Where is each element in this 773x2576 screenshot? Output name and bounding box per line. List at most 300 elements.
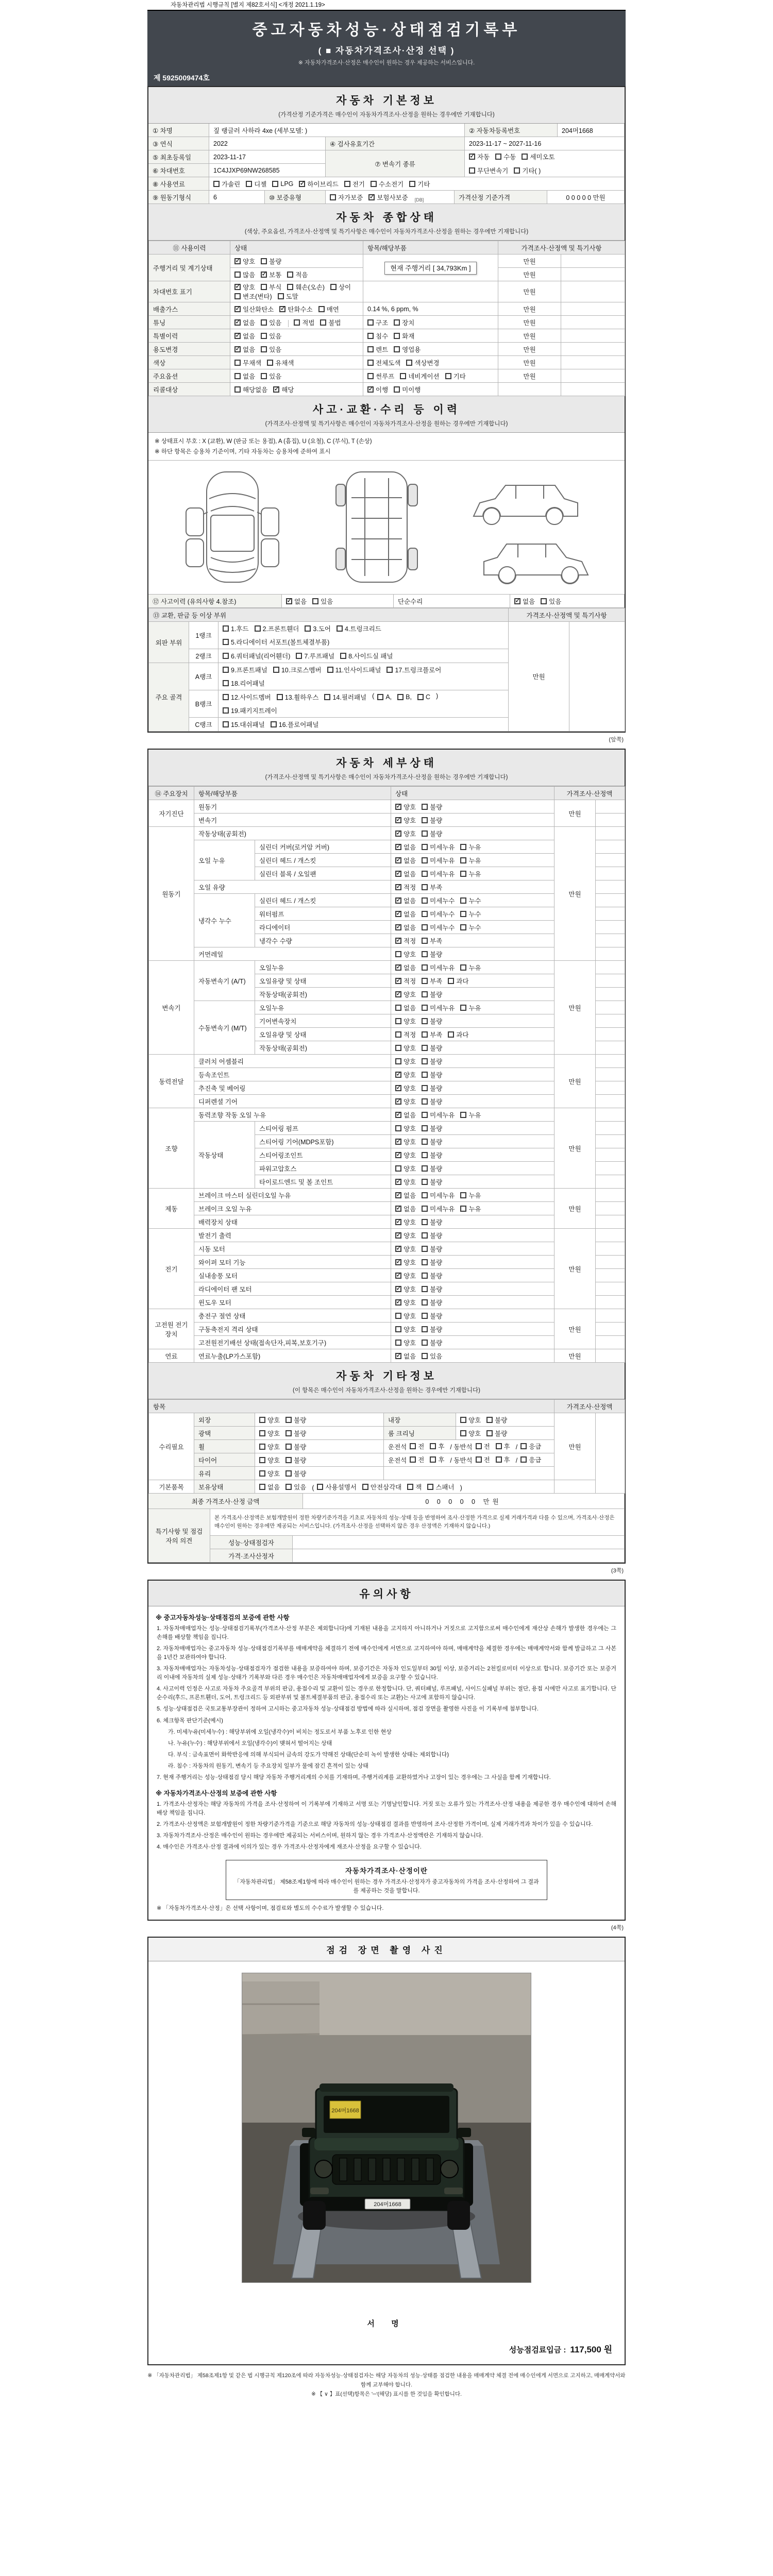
checkbox-option[interactable]	[344, 179, 365, 189]
unchecked-checkbox-icon[interactable]	[397, 694, 404, 700]
unchecked-checkbox-icon[interactable]	[223, 639, 229, 645]
unchecked-checkbox-icon[interactable]	[371, 181, 377, 187]
checked-checkbox-icon[interactable]	[234, 346, 241, 352]
checkbox-option[interactable]	[395, 829, 416, 838]
checkbox-option[interactable]	[294, 318, 314, 327]
checkbox-option[interactable]	[430, 1442, 444, 1451]
unchecked-checkbox-icon[interactable]	[460, 897, 466, 904]
unchecked-checkbox-icon[interactable]	[422, 1058, 428, 1064]
checked-checkbox-icon[interactable]	[368, 194, 375, 200]
checkbox-option[interactable]	[223, 651, 290, 660]
checkbox-option[interactable]	[422, 1244, 442, 1253]
checked-checkbox-icon[interactable]	[395, 1206, 401, 1212]
unchecked-checkbox-icon[interactable]	[422, 1125, 428, 1131]
unchecked-checkbox-icon[interactable]	[394, 386, 400, 393]
unchecked-checkbox-icon[interactable]	[422, 1085, 428, 1091]
checkbox-option[interactable]	[234, 358, 261, 367]
checkbox-option[interactable]	[430, 1455, 444, 1464]
checkbox-option[interactable]	[395, 1244, 416, 1253]
unchecked-checkbox-icon[interactable]	[422, 924, 428, 930]
checkbox-option[interactable]	[395, 909, 416, 919]
checkbox-option[interactable]	[422, 1325, 442, 1334]
unchecked-checkbox-icon[interactable]	[367, 346, 374, 352]
unchecked-checkbox-icon[interactable]	[395, 1058, 401, 1064]
checked-checkbox-icon[interactable]	[395, 978, 401, 984]
checkbox-option[interactable]	[460, 923, 481, 932]
checked-checkbox-icon[interactable]	[395, 964, 401, 971]
unchecked-checkbox-icon[interactable]	[278, 293, 284, 299]
checked-checkbox-icon[interactable]	[395, 1273, 401, 1279]
checkbox-option[interactable]	[377, 692, 392, 702]
unchecked-checkbox-icon[interactable]	[294, 319, 300, 326]
unchecked-checkbox-icon[interactable]	[422, 871, 428, 877]
unchecked-checkbox-icon[interactable]	[395, 1125, 401, 1131]
checkbox-option[interactable]	[367, 371, 394, 381]
checked-checkbox-icon[interactable]	[395, 871, 401, 877]
checkbox-option[interactable]	[422, 896, 455, 905]
unchecked-checkbox-icon[interactable]	[422, 844, 428, 850]
unchecked-checkbox-icon[interactable]	[394, 333, 400, 339]
checked-checkbox-icon[interactable]	[395, 924, 401, 930]
checkbox-option[interactable]	[520, 1455, 541, 1464]
checkbox-option[interactable]	[261, 345, 281, 354]
unchecked-checkbox-icon[interactable]	[409, 181, 415, 187]
checkbox-option[interactable]	[223, 720, 265, 729]
checked-checkbox-icon[interactable]	[395, 844, 401, 850]
unchecked-checkbox-icon[interactable]	[460, 1206, 466, 1212]
checkbox-option[interactable]	[395, 950, 416, 959]
checked-checkbox-icon[interactable]	[261, 272, 267, 278]
checkbox-option[interactable]	[367, 318, 388, 327]
unchecked-checkbox-icon[interactable]	[410, 1456, 416, 1463]
unchecked-checkbox-icon[interactable]	[261, 373, 267, 379]
checked-checkbox-icon[interactable]	[514, 598, 520, 604]
checkbox-option[interactable]	[395, 1097, 416, 1106]
checkbox-option[interactable]	[296, 651, 334, 660]
checked-checkbox-icon[interactable]	[395, 1152, 401, 1158]
checked-checkbox-icon[interactable]	[395, 831, 401, 837]
checkbox-option[interactable]	[234, 270, 255, 279]
unchecked-checkbox-icon[interactable]	[422, 938, 428, 944]
unchecked-checkbox-icon[interactable]	[422, 978, 428, 984]
unchecked-checkbox-icon[interactable]	[422, 1018, 428, 1024]
unchecked-checkbox-icon[interactable]	[234, 293, 241, 299]
checkbox-option[interactable]	[395, 1284, 416, 1294]
checkbox-option[interactable]	[422, 1150, 442, 1160]
unchecked-checkbox-icon[interactable]	[337, 625, 343, 632]
checkbox-option[interactable]	[285, 1455, 306, 1465]
unchecked-checkbox-icon[interactable]	[422, 857, 428, 863]
unchecked-checkbox-icon[interactable]	[318, 306, 325, 312]
checkbox-option[interactable]	[460, 1415, 481, 1425]
checkbox-option[interactable]	[422, 1231, 442, 1240]
unchecked-checkbox-icon[interactable]	[259, 1444, 265, 1450]
checkbox-option[interactable]	[395, 976, 416, 986]
unchecked-checkbox-icon[interactable]	[400, 373, 406, 379]
checkbox-option[interactable]	[234, 304, 274, 314]
checkbox-option[interactable]	[422, 1284, 442, 1294]
checkbox-option[interactable]	[422, 1298, 442, 1307]
unchecked-checkbox-icon[interactable]	[427, 1484, 433, 1490]
checkbox-option[interactable]	[223, 692, 271, 702]
unchecked-checkbox-icon[interactable]	[223, 707, 229, 714]
unchecked-checkbox-icon[interactable]	[422, 964, 428, 971]
unchecked-checkbox-icon[interactable]	[422, 1219, 428, 1225]
checkbox-option[interactable]	[234, 257, 255, 266]
unchecked-checkbox-icon[interactable]	[476, 1443, 482, 1449]
checkbox-option[interactable]	[371, 179, 404, 189]
checkbox-option[interactable]	[422, 1030, 442, 1039]
checkbox-option[interactable]	[395, 963, 416, 972]
unchecked-checkbox-icon[interactable]	[495, 154, 501, 160]
checked-checkbox-icon[interactable]	[395, 1085, 401, 1091]
checked-checkbox-icon[interactable]	[286, 598, 292, 604]
checkbox-option[interactable]	[259, 1442, 280, 1451]
checkbox-option[interactable]	[397, 692, 412, 702]
unchecked-checkbox-icon[interactable]	[395, 1018, 401, 1024]
checkbox-option[interactable]	[395, 1258, 416, 1267]
unchecked-checkbox-icon[interactable]	[234, 272, 241, 278]
checkbox-option[interactable]	[395, 936, 416, 945]
unchecked-checkbox-icon[interactable]	[285, 1430, 292, 1436]
checkbox-option[interactable]	[422, 1110, 455, 1120]
checkbox-option[interactable]	[522, 152, 554, 161]
unchecked-checkbox-icon[interactable]	[259, 1430, 265, 1436]
checkbox-option[interactable]	[278, 292, 298, 301]
checked-checkbox-icon[interactable]	[395, 1179, 401, 1185]
checkbox-option[interactable]	[367, 385, 388, 394]
unchecked-checkbox-icon[interactable]	[261, 319, 267, 326]
checkbox-option[interactable]	[422, 856, 455, 865]
checked-checkbox-icon[interactable]	[395, 1112, 401, 1118]
checkbox-option[interactable]	[267, 358, 294, 367]
checkbox-option[interactable]	[273, 665, 322, 674]
checkbox-option[interactable]	[261, 371, 281, 381]
unchecked-checkbox-icon[interactable]	[422, 1005, 428, 1011]
checkbox-option[interactable]	[422, 883, 442, 892]
checked-checkbox-icon[interactable]	[299, 181, 305, 187]
unchecked-checkbox-icon[interactable]	[422, 1273, 428, 1279]
checkbox-option[interactable]	[460, 896, 481, 905]
checkbox-option[interactable]	[223, 679, 265, 688]
checkbox-option[interactable]	[409, 179, 430, 189]
unchecked-checkbox-icon[interactable]	[285, 1457, 292, 1463]
unchecked-checkbox-icon[interactable]	[422, 1232, 428, 1239]
checked-checkbox-icon[interactable]	[395, 897, 401, 904]
checkbox-option[interactable]	[422, 1070, 442, 1079]
checkbox-option[interactable]	[213, 179, 240, 189]
checkbox-option[interactable]	[476, 1442, 490, 1451]
checkbox-option[interactable]	[422, 1137, 442, 1146]
checkbox-option[interactable]	[395, 896, 416, 905]
checked-checkbox-icon[interactable]	[395, 1259, 401, 1265]
checkbox-option[interactable]	[422, 1338, 442, 1347]
checked-checkbox-icon[interactable]	[395, 884, 401, 890]
unchecked-checkbox-icon[interactable]	[261, 333, 267, 339]
checkbox-option[interactable]	[395, 1204, 416, 1213]
checkbox-option[interactable]	[476, 1455, 490, 1464]
checkbox-option[interactable]	[395, 1164, 416, 1173]
checkbox-option[interactable]	[234, 385, 267, 394]
unchecked-checkbox-icon[interactable]	[305, 625, 311, 632]
checked-checkbox-icon[interactable]	[234, 258, 241, 264]
checkbox-option[interactable]	[246, 179, 266, 189]
unchecked-checkbox-icon[interactable]	[460, 1005, 466, 1011]
checkbox-option[interactable]	[367, 358, 400, 367]
unchecked-checkbox-icon[interactable]	[460, 924, 466, 930]
unchecked-checkbox-icon[interactable]	[406, 360, 412, 366]
checkbox-option[interactable]	[394, 345, 421, 354]
checkbox-option[interactable]	[422, 1258, 442, 1267]
checkbox-option[interactable]	[422, 963, 455, 972]
unchecked-checkbox-icon[interactable]	[469, 167, 475, 174]
unchecked-checkbox-icon[interactable]	[273, 667, 279, 673]
unchecked-checkbox-icon[interactable]	[522, 154, 528, 160]
unchecked-checkbox-icon[interactable]	[377, 694, 383, 700]
checkbox-option[interactable]	[261, 257, 281, 266]
unchecked-checkbox-icon[interactable]	[223, 680, 229, 686]
unchecked-checkbox-icon[interactable]	[259, 1470, 265, 1477]
unchecked-checkbox-icon[interactable]	[223, 667, 229, 673]
checkbox-option[interactable]	[422, 1164, 442, 1173]
checkbox-option[interactable]	[234, 292, 272, 301]
checkbox-option[interactable]	[395, 816, 416, 825]
unchecked-checkbox-icon[interactable]	[367, 333, 374, 339]
unchecked-checkbox-icon[interactable]	[234, 373, 241, 379]
unchecked-checkbox-icon[interactable]	[422, 1031, 428, 1038]
checkbox-option[interactable]	[520, 1442, 541, 1451]
unchecked-checkbox-icon[interactable]	[223, 721, 229, 727]
checkbox-option[interactable]	[445, 371, 466, 381]
checked-checkbox-icon[interactable]	[395, 857, 401, 863]
checkbox-option[interactable]	[395, 1124, 416, 1133]
checkbox-option[interactable]	[422, 842, 455, 852]
checkbox-option[interactable]	[395, 802, 416, 811]
checked-checkbox-icon[interactable]	[234, 284, 241, 290]
checkbox-option[interactable]	[285, 1442, 306, 1451]
unchecked-checkbox-icon[interactable]	[320, 319, 326, 326]
unchecked-checkbox-icon[interactable]	[223, 694, 229, 700]
unchecked-checkbox-icon[interactable]	[460, 844, 466, 850]
checkbox-option[interactable]	[395, 1311, 416, 1320]
checked-checkbox-icon[interactable]	[367, 386, 374, 393]
checkbox-option[interactable]	[460, 1110, 481, 1120]
unchecked-checkbox-icon[interactable]	[327, 667, 333, 673]
checkbox-option[interactable]	[395, 883, 416, 892]
checkbox-option[interactable]	[395, 856, 416, 865]
checkbox-option[interactable]	[255, 624, 299, 633]
unchecked-checkbox-icon[interactable]	[395, 1031, 401, 1038]
checkbox-option[interactable]	[395, 1110, 416, 1120]
unchecked-checkbox-icon[interactable]	[367, 360, 374, 366]
checkbox-option[interactable]	[422, 990, 442, 999]
checkbox-option[interactable]	[460, 1191, 481, 1200]
unchecked-checkbox-icon[interactable]	[272, 181, 278, 187]
checkbox-option[interactable]	[234, 371, 255, 381]
unchecked-checkbox-icon[interactable]	[213, 181, 220, 187]
checkbox-option[interactable]	[469, 166, 508, 175]
checkbox-option[interactable]	[330, 193, 363, 202]
checkbox-option[interactable]	[395, 1325, 416, 1334]
unchecked-checkbox-icon[interactable]	[422, 951, 428, 957]
checkbox-option[interactable]	[395, 1338, 416, 1347]
checkbox-option[interactable]	[417, 692, 430, 702]
unchecked-checkbox-icon[interactable]	[395, 1165, 401, 1172]
unchecked-checkbox-icon[interactable]	[422, 1139, 428, 1145]
checked-checkbox-icon[interactable]	[279, 306, 285, 312]
unchecked-checkbox-icon[interactable]	[422, 1112, 428, 1118]
unchecked-checkbox-icon[interactable]	[395, 1326, 401, 1332]
unchecked-checkbox-icon[interactable]	[486, 1430, 493, 1436]
checkbox-option[interactable]	[395, 842, 416, 852]
unchecked-checkbox-icon[interactable]	[285, 1444, 292, 1450]
checkbox-option[interactable]	[395, 869, 416, 878]
checkbox-option[interactable]	[395, 1003, 416, 1012]
unchecked-checkbox-icon[interactable]	[223, 653, 229, 659]
unchecked-checkbox-icon[interactable]	[395, 1045, 401, 1051]
checkbox-option[interactable]	[362, 1482, 401, 1492]
checked-checkbox-icon[interactable]	[234, 333, 241, 339]
unchecked-checkbox-icon[interactable]	[514, 167, 520, 174]
checkbox-option[interactable]	[514, 597, 535, 606]
checked-checkbox-icon[interactable]	[395, 1232, 401, 1239]
checkbox-option[interactable]	[223, 706, 277, 715]
checked-checkbox-icon[interactable]	[395, 817, 401, 823]
checkbox-option[interactable]	[367, 331, 388, 341]
checkbox-option[interactable]	[299, 179, 338, 189]
checkbox-option[interactable]	[261, 282, 281, 292]
checkbox-option[interactable]	[422, 1191, 455, 1200]
unchecked-checkbox-icon[interactable]	[234, 360, 241, 366]
unchecked-checkbox-icon[interactable]	[422, 897, 428, 904]
checkbox-option[interactable]	[261, 318, 281, 327]
checkbox-option[interactable]	[422, 1124, 442, 1133]
checkbox-option[interactable]	[234, 282, 255, 292]
checked-checkbox-icon[interactable]	[395, 1139, 401, 1145]
checkbox-option[interactable]	[395, 1271, 416, 1280]
unchecked-checkbox-icon[interactable]	[430, 1456, 436, 1463]
checkbox-option[interactable]	[395, 990, 416, 999]
checkbox-option[interactable]	[422, 1003, 455, 1012]
checkbox-option[interactable]	[422, 936, 442, 945]
checkbox-option[interactable]	[312, 597, 333, 606]
checkbox-option[interactable]	[395, 1057, 416, 1066]
checkbox-option[interactable]	[422, 1351, 442, 1361]
unchecked-checkbox-icon[interactable]	[395, 1005, 401, 1011]
checkbox-option[interactable]	[422, 1083, 442, 1093]
unchecked-checkbox-icon[interactable]	[317, 1484, 323, 1490]
checkbox-option[interactable]	[261, 331, 281, 341]
unchecked-checkbox-icon[interactable]	[312, 598, 318, 604]
checkbox-option[interactable]	[259, 1455, 280, 1465]
checkbox-option[interactable]	[422, 1057, 442, 1066]
checkbox-option[interactable]	[427, 1482, 454, 1492]
checked-checkbox-icon[interactable]	[395, 804, 401, 810]
checked-checkbox-icon[interactable]	[395, 1299, 401, 1306]
unchecked-checkbox-icon[interactable]	[422, 1286, 428, 1292]
unchecked-checkbox-icon[interactable]	[330, 194, 336, 200]
checkbox-option[interactable]	[422, 802, 442, 811]
unchecked-checkbox-icon[interactable]	[486, 1417, 493, 1423]
unchecked-checkbox-icon[interactable]	[422, 1152, 428, 1158]
unchecked-checkbox-icon[interactable]	[255, 625, 261, 632]
checkbox-option[interactable]	[460, 963, 481, 972]
unchecked-checkbox-icon[interactable]	[395, 1340, 401, 1346]
checkbox-option[interactable]	[234, 318, 255, 327]
checkbox-option[interactable]	[496, 1442, 510, 1451]
unchecked-checkbox-icon[interactable]	[367, 319, 374, 326]
unchecked-checkbox-icon[interactable]	[496, 1456, 502, 1463]
unchecked-checkbox-icon[interactable]	[287, 272, 293, 278]
unchecked-checkbox-icon[interactable]	[259, 1417, 265, 1423]
unchecked-checkbox-icon[interactable]	[422, 1299, 428, 1306]
checkbox-option[interactable]	[410, 1455, 424, 1464]
checked-checkbox-icon[interactable]	[395, 1286, 401, 1292]
unchecked-checkbox-icon[interactable]	[285, 1417, 292, 1423]
checkbox-option[interactable]	[395, 1217, 416, 1227]
checkbox-option[interactable]	[406, 358, 439, 367]
unchecked-checkbox-icon[interactable]	[330, 284, 337, 290]
unchecked-checkbox-icon[interactable]	[541, 598, 547, 604]
checkbox-option[interactable]	[541, 597, 561, 606]
unchecked-checkbox-icon[interactable]	[460, 871, 466, 877]
checkbox-option[interactable]	[422, 1043, 442, 1053]
unchecked-checkbox-icon[interactable]	[422, 1072, 428, 1078]
checkbox-option[interactable]	[285, 1469, 306, 1478]
unchecked-checkbox-icon[interactable]	[422, 991, 428, 997]
unchecked-checkbox-icon[interactable]	[223, 625, 229, 632]
checkbox-option[interactable]	[395, 1177, 416, 1187]
checkbox-option[interactable]	[234, 331, 255, 341]
unchecked-checkbox-icon[interactable]	[422, 1246, 428, 1252]
unchecked-checkbox-icon[interactable]	[367, 373, 374, 379]
checkbox-option[interactable]	[259, 1415, 280, 1425]
checkbox-option[interactable]	[422, 869, 455, 878]
checked-checkbox-icon[interactable]	[234, 306, 241, 312]
checkbox-option[interactable]	[395, 1351, 416, 1361]
checked-checkbox-icon[interactable]	[395, 938, 401, 944]
unchecked-checkbox-icon[interactable]	[460, 857, 466, 863]
checkbox-option[interactable]	[460, 842, 481, 852]
checkbox-option[interactable]	[395, 1298, 416, 1307]
unchecked-checkbox-icon[interactable]	[460, 1430, 466, 1436]
unchecked-checkbox-icon[interactable]	[410, 1443, 416, 1449]
unchecked-checkbox-icon[interactable]	[285, 1470, 292, 1477]
checkbox-option[interactable]	[395, 1016, 416, 1026]
checkbox-option[interactable]	[514, 166, 541, 175]
unchecked-checkbox-icon[interactable]	[394, 346, 400, 352]
checkbox-option[interactable]	[495, 152, 516, 161]
checkbox-option[interactable]	[422, 1016, 442, 1026]
checkbox-option[interactable]	[324, 692, 366, 702]
checkbox-option[interactable]	[448, 1030, 468, 1039]
checkbox-option[interactable]	[460, 1204, 481, 1213]
unchecked-checkbox-icon[interactable]	[422, 1326, 428, 1332]
unchecked-checkbox-icon[interactable]	[448, 978, 454, 984]
unchecked-checkbox-icon[interactable]	[422, 1353, 428, 1359]
unchecked-checkbox-icon[interactable]	[261, 346, 267, 352]
checkbox-option[interactable]	[486, 1429, 507, 1438]
checked-checkbox-icon[interactable]	[469, 154, 475, 160]
checkbox-option[interactable]	[287, 282, 325, 292]
checkbox-option[interactable]	[422, 1097, 442, 1106]
unchecked-checkbox-icon[interactable]	[448, 1031, 454, 1038]
checkbox-option[interactable]	[317, 1482, 356, 1492]
unchecked-checkbox-icon[interactable]	[422, 1206, 428, 1212]
checkbox-option[interactable]	[460, 1429, 481, 1438]
unchecked-checkbox-icon[interactable]	[422, 1192, 428, 1198]
checkbox-option[interactable]	[285, 1415, 306, 1425]
